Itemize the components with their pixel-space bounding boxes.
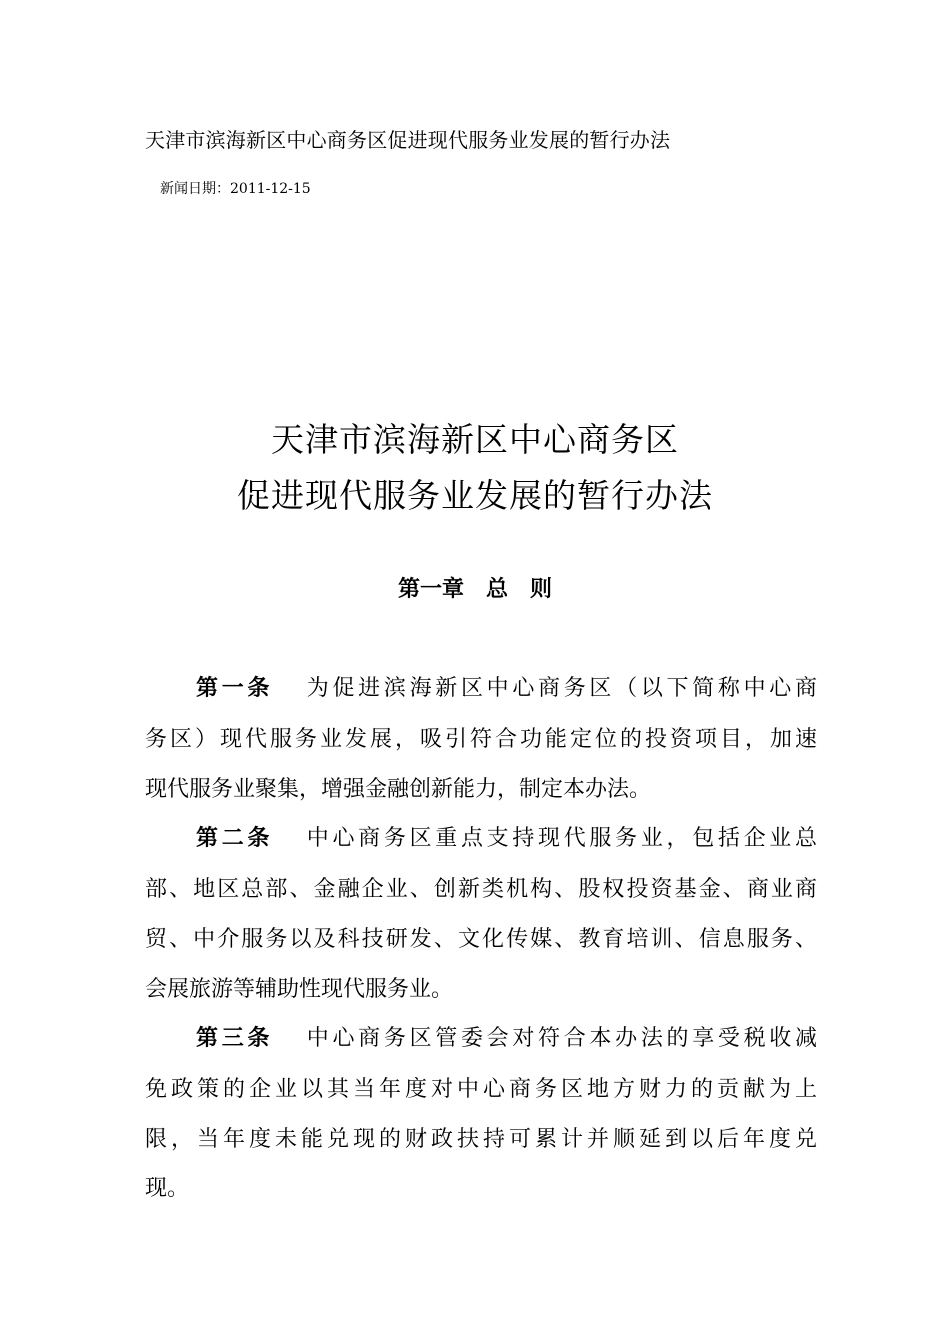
article-2-line-4: 会展旅游等辅助性现代服务业。 <box>145 977 454 1002</box>
article-number: 第二条 <box>196 826 274 851</box>
article-text: 为促进滨海新区中心商务区（以下简称中心商 <box>303 676 817 701</box>
document-title-line-2: 促进现代服务业发展的暂行办法 <box>237 476 713 515</box>
article-text: 中心商务区管委会对符合本办法的享受税收减 <box>303 1026 817 1051</box>
article-3-line-4: 现。 <box>145 1176 190 1201</box>
article-3-line-2: 免政策的企业以其当年度对中心商务区地方财力的贡献为上 <box>145 1077 817 1102</box>
article-number: 第一条 <box>196 676 274 701</box>
article-1-line-1 <box>196 671 817 702</box>
article-1-line-2: 务区）现代服务业发展，吸引符合功能定位的投资项目，加速 <box>145 727 817 752</box>
chapter-heading <box>0 572 950 603</box>
article-2-line-2: 部、地区总部、金融企业、创新类机构、股权投资基金、商业商 <box>145 877 817 902</box>
document-title-line-1: 天津市滨海新区中心商务区 <box>271 420 679 459</box>
article-2-line-3: 贸、中介服务以及科技研发、文化传媒、教育培训、信息服务、 <box>145 927 817 952</box>
chapter-name: 总 则 <box>486 577 553 602</box>
article-3-line-1 <box>196 1021 817 1052</box>
article-1-line-3: 现代服务业聚集，增强金融创新能力，制定本办法。 <box>145 777 652 802</box>
article-number: 第三条 <box>196 1026 274 1051</box>
header-title: 天津市滨海新区中心商务区促进现代服务业发展的暂行办法 <box>145 128 671 152</box>
chapter-number: 第一章 <box>397 577 464 602</box>
article-2-line-1 <box>196 821 817 852</box>
article-3-line-3: 限，当年度未能兑现的财政扶持可累计并顺延到以后年度兑 <box>145 1127 817 1152</box>
news-date: 新闻日期：2011-12-15 <box>160 181 311 197</box>
article-text: 中心商务区重点支持现代服务业，包括企业总 <box>303 826 817 851</box>
